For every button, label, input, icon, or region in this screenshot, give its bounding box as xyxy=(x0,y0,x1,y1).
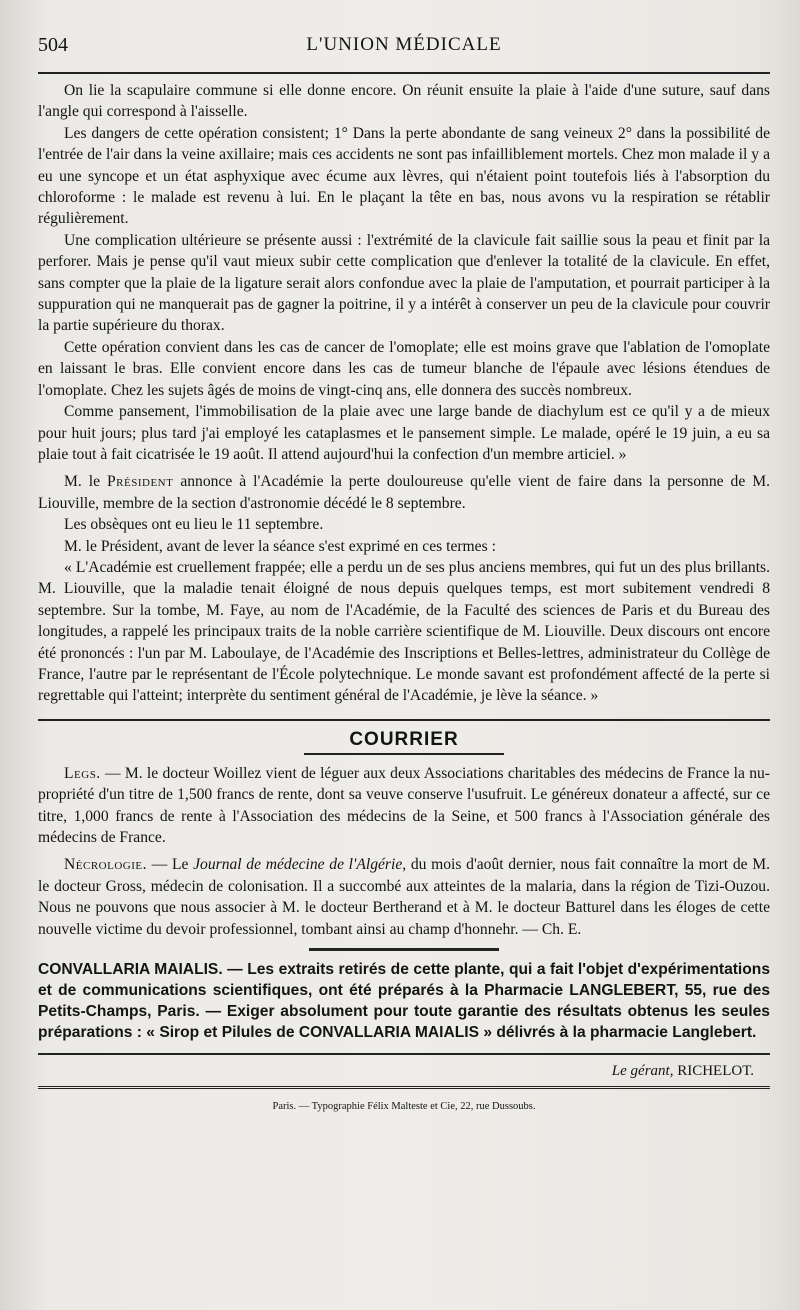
article-paragraph: Comme pansement, l'immobilisation de la plaie avec une large bande de diachylum est ce qu'il y a de mieux pour huit jours; plus tard j'ai employé les cataplasmes et le pansement simple. Le malade, opéré le 19 juin, a eu sa plaie tout à fait cicatrisée le 19 août. Il attend aujourd'hui la confection d'un membre articiel. » xyxy=(38,403,770,463)
announcement-text: annonce à l'Académie la perte douloureuse qu'elle vient de faire dans la personne de M. Liouville, membre de la section d'astronomie décédé le 8 septembre. xyxy=(38,473,770,512)
article-paragraph: Les dangers de cette opération consistent; 1° Dans la perte abondante de sang veineux 2° dans la possibilité de l'entrée de l'air dans la veine axillaire; mais ces accidents ne sont pas infailliblement mortels. Chez mon malade il y a eu une syncope et un état asphyxique avec écume aux lèvres, qui n'étaient point toutefois liés à l'absorption du chloroforme : le malade est revenu à lui. En le plaçant la tête en bas, nous avons vu la respiration se rétablir régulièrement. xyxy=(38,124,770,228)
printer-imprint: Paris. — Typographie Félix Malteste et Cie, 22, rue Dussoubs. xyxy=(272,1101,536,1113)
page-header xyxy=(38,28,770,68)
legs-label: Legs. xyxy=(64,764,101,782)
article-paragraph: On lie la scapulaire commune si elle donne encore. On réunit ensuite la plaie à l'aide d'une suture, sauf dans l'angle qui correspond à l'aisselle. xyxy=(38,82,770,121)
journal-name: Journal de médecine de l'Algérie xyxy=(193,856,403,874)
president-title: Président xyxy=(107,473,174,491)
title-underline xyxy=(304,753,504,755)
legs-text: — M. le docteur Woillez vient de léguer aux deux Associations charitables des médecins de France la nu-propriété d'un titre de 1,500 francs de rente, dont sa veuve conserve l'usufruit. Le généreux donateur a affecté, sur ce titre, 1,000 francs de rente à l'Association des médecins de la Seine, et 500 francs à l'Association générale des médecins de France. xyxy=(38,764,770,846)
advertisement: CONVALLARIA MAIALIS. — Les extraits retirés de cette plante, qui a fait l'objet d'expérimentations et de communications scientifiques, ont été préparés à la Pharmacie LANGLEBERT, 55, rue des Petits-Champs, Paris. — Exiger absolument pour toute garantie des résultats obtenus les seules préparations : « Sirop et Pilules de CONVALLARIA MAIALIS » délivrés à la pharmacie Langlebert. xyxy=(38,961,770,1042)
announcement-section xyxy=(38,471,770,706)
necrologie-paragraph xyxy=(38,854,770,940)
necrologie-label: Nécrologie. xyxy=(64,856,147,874)
announcement-paragraph: Les obsèques ont eu lieu le 11 septembre. xyxy=(64,516,324,534)
announcement-paragraph: M. le Président, avant de lever la séance s'est exprimé en ces termes : xyxy=(64,537,496,555)
speech-paragraph: « L'Académie est cruellement frappée; elle a perdu un de ses plus anciens membres, qui fut un des plus brillants. M. Liouville, que la maladie tenait éloigné de nous depuis quelques temps, est mort subitement vendredi 8 septembre. Sur la tombe, M. Faye, au nom de l'Académie, de la Faculté des sciences de Paris et du Bureau des longitudes, a rappelé les principaux traits de la noble carrière scientifique de M. Liouville. Deux discours ont encore été prononcés : l'un par M. Laboulaye, de l'Académie des Inscriptions et Belles-lettres, administrateur du Collège de France, l'autre par le représentant de l'École polytechnique. Le monde savant est profondément affecté de la perte si regrettable qui l'atteint; interprète du sentiment général de l'Académie, je lève la séance. » xyxy=(38,558,770,705)
signature xyxy=(38,1063,754,1080)
short-rule xyxy=(309,948,499,951)
necrologie-intro: — Le xyxy=(147,856,194,874)
gerant-label: Le gérant, xyxy=(611,1063,674,1080)
courrier-section xyxy=(38,763,770,940)
footer-rule xyxy=(38,1053,770,1055)
necrologie-text: , du mois d'août dernier, nous fait connaître la mort de M. le docteur Gross, médecin de colonisation. Il a succombé aux atteintes de la malaria, dans la région de Tizi-Ouzou. Nous ne pouvons que nous associer à M. le docteur Bertherand et à M. le docteur Batturel dans les éloges de cette nouvelle victime du devoir professionnel, tombant ainsi au champ d'honnehr. — Ch. E. xyxy=(38,856,770,938)
gerant-name: RICHELOT. xyxy=(673,1063,754,1080)
announcement-paragraph xyxy=(38,471,770,514)
article-paragraph: Une complication ultérieure se présente aussi : l'extrémité de la clavicule fait saillie sous la peau et finit par la perforer. Mais je pense qu'il vaut mieux subir cette complication que d'enlever la totalité de la clavicule. En effet, sans compter que la plaie de la ligature serait alors confondue avec la plaie de l'amputation, et pourrait participer à la suppuration qui ne manquerait pas de gagner la poitrine, il y a intérêt à conserver un peu de la clavicule pour couvrir la partie supérieure du thorax. xyxy=(38,231,770,335)
article-paragraph: Cette opération convient dans les cas de cancer de l'omoplate; elle est moins grave que l'ablation de l'omoplate en laissant le bras. Elle convient encore dans les cas de tumeur blanche de l'épaule avec lésions étendues de l'omoplate. Chez les sujets âgés de moins de vingt-cinq ans, elle donnera des succès nombreux. xyxy=(38,338,770,399)
article-body xyxy=(38,80,770,465)
page-number: 504 xyxy=(38,34,68,56)
header-rule xyxy=(38,72,770,74)
courrier-title: COURRIER xyxy=(349,728,459,750)
legs-paragraph xyxy=(38,763,770,849)
announcement-prefix: M. le xyxy=(64,473,107,491)
journal-title: L'UNION MÉDICALE xyxy=(306,34,502,55)
bottom-rule xyxy=(38,1086,770,1091)
section-rule xyxy=(38,719,770,721)
